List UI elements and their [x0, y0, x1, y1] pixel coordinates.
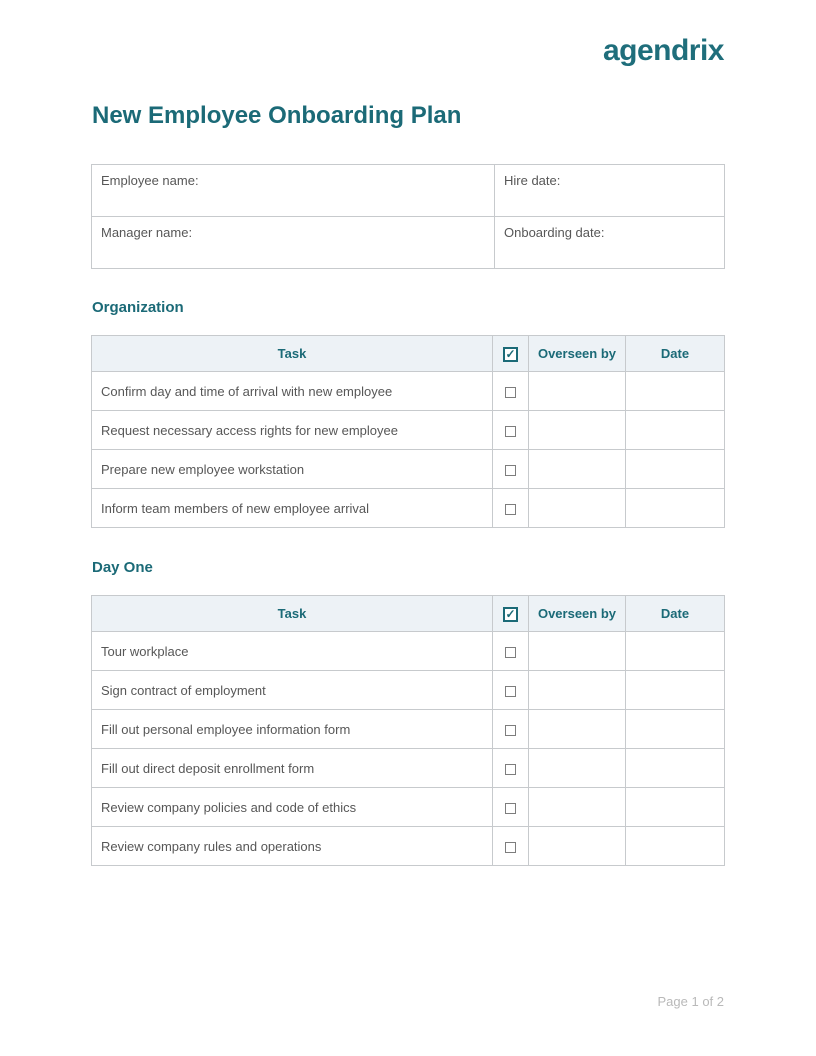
check-column-header: [493, 596, 529, 632]
table-header-row: [92, 596, 725, 632]
onboarding-date-field: Onboarding date:: [495, 217, 725, 269]
hire-date-field: Hire date:: [495, 165, 725, 217]
table-row: [92, 632, 725, 671]
overseen-by-cell: [529, 788, 626, 827]
task-label: Request necessary access rights for new employee: [92, 411, 493, 450]
employee-info-table: [91, 164, 725, 269]
date-column-header: Date: [626, 596, 725, 632]
check-column-header: [493, 336, 529, 372]
day-one-task-table: [91, 595, 725, 866]
section-heading-day-one: Day One: [92, 559, 153, 576]
check-cell: [493, 710, 529, 749]
overseen-by-cell: [529, 632, 626, 671]
task-checkbox[interactable]: [505, 647, 516, 658]
overseen-by-cell: [529, 749, 626, 788]
overseen-by-cell: [529, 450, 626, 489]
task-checkbox[interactable]: [505, 842, 516, 853]
table-row: [92, 710, 725, 749]
task-checkbox[interactable]: [505, 387, 516, 398]
table-row: [92, 450, 725, 489]
organization-task-table: [91, 335, 725, 528]
date-cell: [626, 372, 725, 411]
page-title: New Employee Onboarding Plan: [92, 102, 462, 129]
checked-checkbox-icon: ✓: [503, 607, 518, 622]
check-cell: [493, 788, 529, 827]
task-checkbox[interactable]: [505, 465, 516, 476]
check-cell: [493, 749, 529, 788]
overseen-by-column-header: Overseen by: [529, 336, 626, 372]
task-label: Review company policies and code of ethics: [92, 788, 493, 827]
overseen-by-column-header: Overseen by: [529, 596, 626, 632]
table-row: [92, 411, 725, 450]
task-label: Review company rules and operations: [92, 827, 493, 866]
table-row: [92, 671, 725, 710]
check-cell: [493, 489, 529, 528]
task-label: Fill out direct deposit enrollment form: [92, 749, 493, 788]
info-row: [92, 217, 725, 269]
task-label: Fill out personal employee information form: [92, 710, 493, 749]
agendrix-logo: agendrix: [602, 34, 724, 67]
task-column-header: Task: [92, 596, 493, 632]
manager-name-field: Manager name:: [92, 217, 495, 269]
task-checkbox[interactable]: [505, 686, 516, 697]
task-checkbox[interactable]: [505, 803, 516, 814]
table-row: [92, 749, 725, 788]
task-checkbox[interactable]: [505, 725, 516, 736]
checked-checkbox-icon: ✓: [503, 347, 518, 362]
date-cell: [626, 632, 725, 671]
date-column-header: Date: [626, 336, 725, 372]
table-row: [92, 788, 725, 827]
section-heading-organization: Organization: [92, 299, 184, 316]
task-label: Inform team members of new employee arrival: [92, 489, 493, 528]
date-cell: [626, 671, 725, 710]
page-number: Page 1 of 2: [657, 994, 724, 1009]
overseen-by-cell: [529, 710, 626, 749]
check-cell: [493, 372, 529, 411]
table-row: [92, 372, 725, 411]
check-cell: [493, 632, 529, 671]
date-cell: [626, 411, 725, 450]
task-checkbox[interactable]: [505, 764, 516, 775]
task-label: Confirm day and time of arrival with new employee: [92, 372, 493, 411]
task-label: Prepare new employee workstation: [92, 450, 493, 489]
date-cell: [626, 450, 725, 489]
date-cell: [626, 788, 725, 827]
task-label: Tour workplace: [92, 632, 493, 671]
overseen-by-cell: [529, 372, 626, 411]
task-checkbox[interactable]: [505, 504, 516, 515]
date-cell: [626, 489, 725, 528]
date-cell: [626, 710, 725, 749]
check-cell: [493, 450, 529, 489]
task-checkbox[interactable]: [505, 426, 516, 437]
employee-name-field: Employee name:: [92, 165, 495, 217]
task-label: Sign contract of employment: [92, 671, 493, 710]
table-row: [92, 827, 725, 866]
date-cell: [626, 749, 725, 788]
check-cell: [493, 411, 529, 450]
overseen-by-cell: [529, 671, 626, 710]
info-row: [92, 165, 725, 217]
check-cell: [493, 671, 529, 710]
task-column-header: Task: [92, 336, 493, 372]
table-row: [92, 489, 725, 528]
check-cell: [493, 827, 529, 866]
table-header-row: [92, 336, 725, 372]
overseen-by-cell: [529, 827, 626, 866]
date-cell: [626, 827, 725, 866]
overseen-by-cell: [529, 489, 626, 528]
overseen-by-cell: [529, 411, 626, 450]
